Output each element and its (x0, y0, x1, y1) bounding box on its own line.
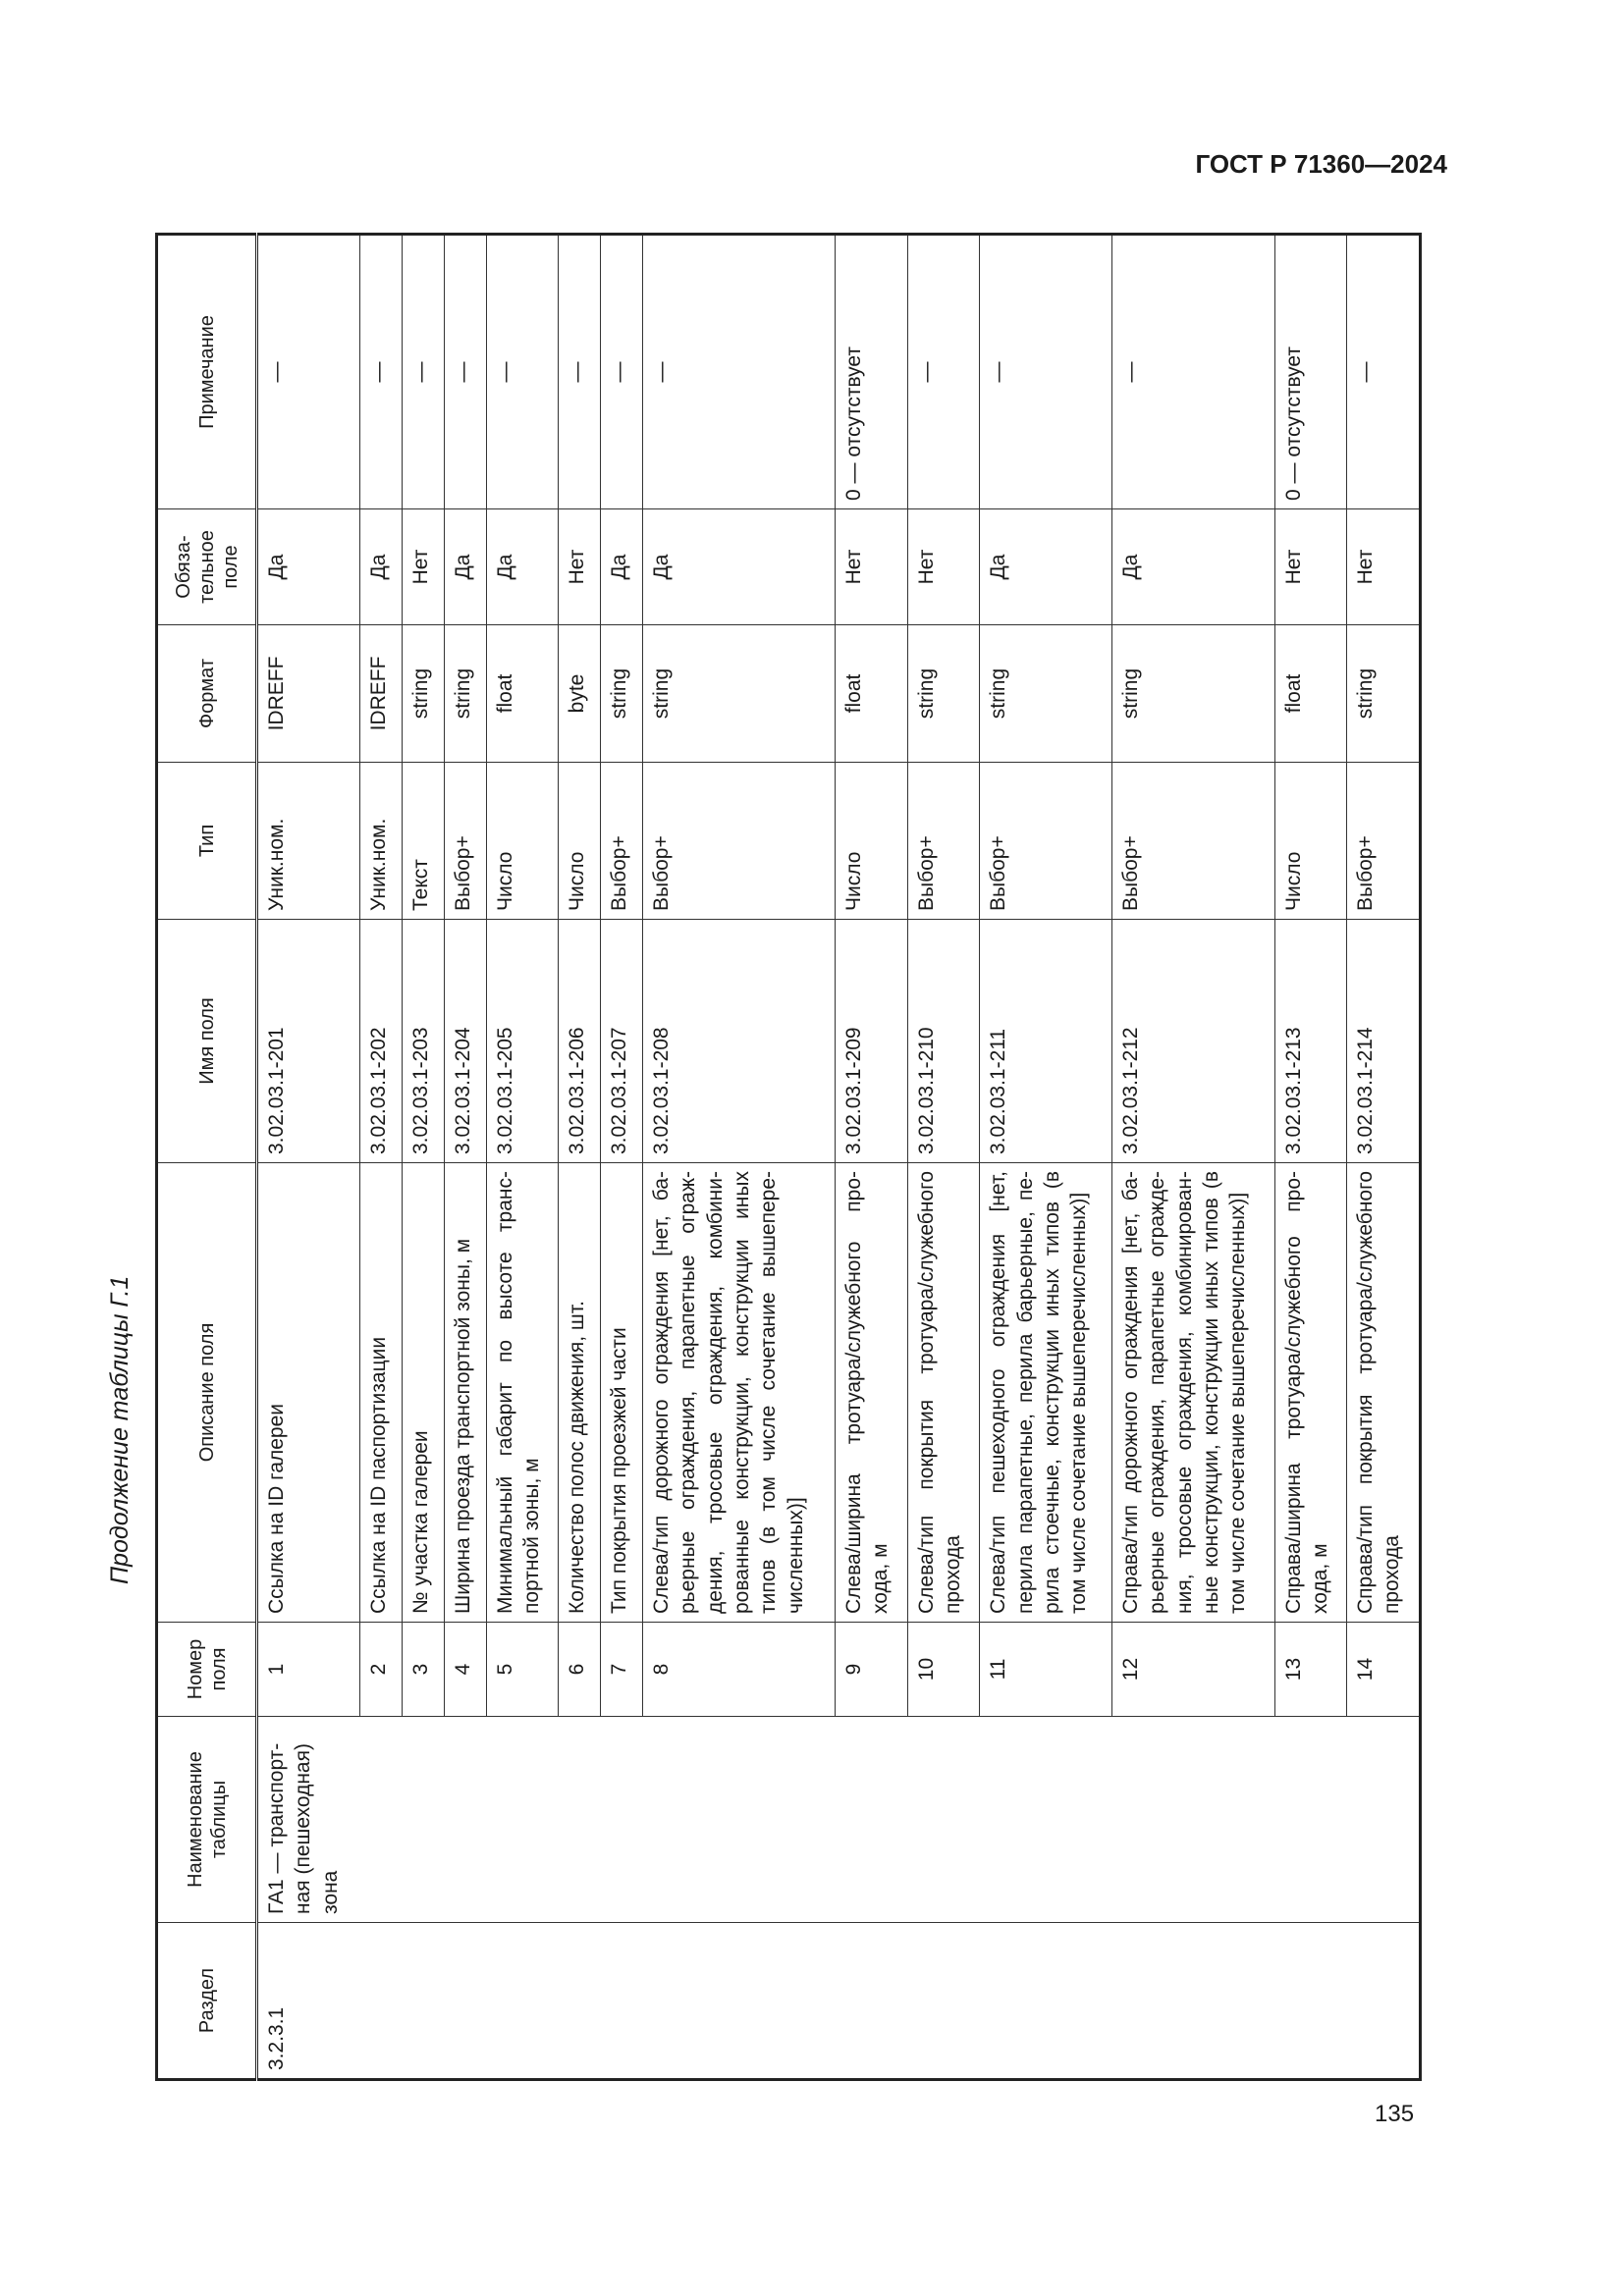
table-name-cell (907, 1717, 980, 1923)
type-cell: Выбор+ (444, 763, 486, 920)
section-cell (486, 1923, 559, 2080)
field-number-cell: 9 (836, 1623, 908, 1717)
field-name-cell: 3.02.03.1-210 (907, 920, 980, 1163)
table-row (257, 235, 360, 2080)
mandatory-cell: Да (486, 509, 559, 625)
table-row (643, 235, 836, 2080)
type-cell: Выбор+ (907, 763, 980, 920)
section-cell (359, 1923, 402, 2080)
format-cell: string (1347, 625, 1421, 763)
field-name-cell: 3.02.03.1-214 (1347, 920, 1421, 1163)
description-cell: Минимальный габарит по высоте транс-портной зоны, м (486, 1163, 559, 1623)
note-cell: — (359, 235, 402, 509)
description-cell: Слева/тип дорожного ограждения [нет, ба-рьерные ограждения, парапетные ограж-дения, тросовые ограждения, комбини-рованные конструкции, конструкции иных типов (в том числе сочетание вышепере-численных)] (643, 1163, 836, 1623)
header-field-name: Имя поля (157, 920, 257, 1163)
type-cell: Выбор+ (1112, 763, 1274, 920)
note-cell: — (643, 235, 836, 509)
field-number-cell: 14 (1347, 1623, 1421, 1717)
note-cell: 0 — отсутствует (836, 235, 908, 509)
mandatory-cell: Нет (907, 509, 980, 625)
description-cell: Количество полос движения, шт. (559, 1163, 601, 1623)
section-cell: 3.2.3.1 (257, 1923, 360, 2080)
note-cell: — (980, 235, 1112, 509)
section-cell (1274, 1923, 1347, 2080)
header-field-number: Номер поля (157, 1623, 257, 1717)
format-cell: string (601, 625, 643, 763)
field-name-cell: 3.02.03.1-213 (1274, 920, 1347, 1163)
format-cell: string (1112, 625, 1274, 763)
description-cell: Слева/тип покрытия тротуара/служебного прохода (907, 1163, 980, 1623)
format-cell: string (444, 625, 486, 763)
mandatory-cell: Да (980, 509, 1112, 625)
table-row (1274, 235, 1347, 2080)
mandatory-cell: Нет (836, 509, 908, 625)
description-cell: Ширина проезда транспортной зоны, м (444, 1163, 486, 1623)
type-cell: Выбор+ (1347, 763, 1421, 920)
field-number-cell: 5 (486, 1623, 559, 1717)
type-cell: Число (486, 763, 559, 920)
table-name-cell (486, 1717, 559, 1923)
field-number-cell: 12 (1112, 1623, 1274, 1717)
field-name-cell: 3.02.03.1-211 (980, 920, 1112, 1163)
table-row (1347, 235, 1421, 2080)
section-cell (559, 1923, 601, 2080)
header-description: Описание поля (157, 1163, 257, 1623)
type-cell: Число (559, 763, 601, 920)
field-name-cell: 3.02.03.1-205 (486, 920, 559, 1163)
table-row (559, 235, 601, 2080)
table-name-cell (1274, 1717, 1347, 1923)
field-name-cell: 3.02.03.1-209 (836, 920, 908, 1163)
table-row (402, 235, 444, 2080)
table-name-cell: ГА1 — транспорт-ная (пешеходная) зона (257, 1717, 360, 1923)
header-mandatory: Обяза-тельное поле (157, 509, 257, 625)
table-name-cell (643, 1717, 836, 1923)
table-row (444, 235, 486, 2080)
format-cell: IDREFF (257, 625, 360, 763)
mandatory-cell: Нет (1274, 509, 1347, 625)
section-cell (907, 1923, 980, 2080)
table-name-cell (1347, 1717, 1421, 1923)
type-cell: Уник.ном. (257, 763, 360, 920)
section-cell (402, 1923, 444, 2080)
table-header-row (157, 235, 257, 2080)
description-cell: Справа/тип покрытия тротуара/служебного прохода (1347, 1163, 1421, 1623)
note-cell: — (444, 235, 486, 509)
field-name-cell: 3.02.03.1-208 (643, 920, 836, 1163)
note-cell: — (1112, 235, 1274, 509)
document-code: ГОСТ Р 71360—2024 (1195, 149, 1447, 179)
field-number-cell: 3 (402, 1623, 444, 1717)
table-row (907, 235, 980, 2080)
field-name-cell: 3.02.03.1-206 (559, 920, 601, 1163)
field-number-cell: 10 (907, 1623, 980, 1717)
header-table-name: Наименование таблицы (157, 1717, 257, 1923)
header-format: Формат (157, 625, 257, 763)
section-cell (1112, 1923, 1274, 2080)
header-section: Раздел (157, 1923, 257, 2080)
mandatory-cell: Да (257, 509, 360, 625)
section-cell (1347, 1923, 1421, 2080)
note-cell: — (486, 235, 559, 509)
description-cell: Тип покрытия проезжей части (601, 1163, 643, 1623)
description-cell: № участка галереи (402, 1163, 444, 1623)
table-row (836, 235, 908, 2080)
mandatory-cell: Да (444, 509, 486, 625)
field-number-cell: 11 (980, 1623, 1112, 1717)
format-cell: string (980, 625, 1112, 763)
section-cell (980, 1923, 1112, 2080)
page-number: 135 (1375, 2101, 1415, 2127)
table-name-cell (836, 1717, 908, 1923)
description-cell: Слева/ширина тротуара/служебного про-хода, м (836, 1163, 908, 1623)
type-cell: Текст (402, 763, 444, 920)
table-name-cell (1112, 1717, 1274, 1923)
field-number-cell: 4 (444, 1623, 486, 1717)
note-cell: — (1347, 235, 1421, 509)
table-name-cell (980, 1717, 1112, 1923)
section-cell (643, 1923, 836, 2080)
table-row (359, 235, 402, 2080)
field-name-cell: 3.02.03.1-202 (359, 920, 402, 1163)
description-cell: Ссылка на ID паспортизации (359, 1163, 402, 1623)
table-row (486, 235, 559, 2080)
note-cell: — (257, 235, 360, 509)
note-cell: — (601, 235, 643, 509)
table-name-cell (359, 1717, 402, 1923)
table-name-cell (444, 1717, 486, 1923)
type-cell: Число (1274, 763, 1347, 920)
field-name-cell: 3.02.03.1-204 (444, 920, 486, 1163)
mandatory-cell: Нет (1347, 509, 1421, 625)
mandatory-cell: Нет (402, 509, 444, 625)
type-cell: Выбор+ (601, 763, 643, 920)
fields-table (155, 233, 1422, 2081)
section-cell (836, 1923, 908, 2080)
format-cell: float (486, 625, 559, 763)
note-cell: — (402, 235, 444, 509)
field-name-cell: 3.02.03.1-203 (402, 920, 444, 1163)
field-name-cell: 3.02.03.1-201 (257, 920, 360, 1163)
format-cell: string (643, 625, 836, 763)
table-container (155, 236, 1422, 2081)
table-name-cell (559, 1717, 601, 1923)
mandatory-cell: Да (601, 509, 643, 625)
description-cell: Справа/тип дорожного ограждения [нет, ба-рьерные ограждения, парапетные огражде-ния, тросовые ограждения, комбинирован-ные конструкции, конструкции иных типов (в том числе сочетание вышеперечисленных)] (1112, 1163, 1274, 1623)
table-row (980, 235, 1112, 2080)
format-cell: float (836, 625, 908, 763)
note-cell: — (559, 235, 601, 509)
mandatory-cell: Нет (559, 509, 601, 625)
field-number-cell: 2 (359, 1623, 402, 1717)
field-name-cell: 3.02.03.1-207 (601, 920, 643, 1163)
mandatory-cell: Да (359, 509, 402, 625)
note-cell: — (907, 235, 980, 509)
header-note: Примечание (157, 235, 257, 509)
field-number-cell: 13 (1274, 1623, 1347, 1717)
table-name-cell (402, 1717, 444, 1923)
section-cell (444, 1923, 486, 2080)
type-cell: Выбор+ (980, 763, 1112, 920)
mandatory-cell: Да (1112, 509, 1274, 625)
description-cell: Справа/ширина тротуара/служебного про-хода, м (1274, 1163, 1347, 1623)
type-cell: Число (836, 763, 908, 920)
table-name-cell (601, 1717, 643, 1923)
format-cell: byte (559, 625, 601, 763)
type-cell: Выбор+ (643, 763, 836, 920)
description-cell: Ссылка на ID галереи (257, 1163, 360, 1623)
type-cell: Уник.ном. (359, 763, 402, 920)
field-name-cell: 3.02.03.1-212 (1112, 920, 1274, 1163)
mandatory-cell: Да (643, 509, 836, 625)
section-cell (601, 1923, 643, 2080)
table-body (257, 235, 1421, 2080)
field-number-cell: 6 (559, 1623, 601, 1717)
header-type: Тип (157, 763, 257, 920)
field-number-cell: 7 (601, 1623, 643, 1717)
format-cell: string (402, 625, 444, 763)
table-row (1112, 235, 1274, 2080)
format-cell: float (1274, 625, 1347, 763)
format-cell: IDREFF (359, 625, 402, 763)
field-number-cell: 8 (643, 1623, 836, 1717)
description-cell: Слева/тип пешеходного ограждения [нет, перила парапетные, перила барьерные, пе-рила стоечные, конструкции иных типов (в том числе сочетание вышеперечисленных)] (980, 1163, 1112, 1623)
format-cell: string (907, 625, 980, 763)
field-number-cell: 1 (257, 1623, 360, 1717)
table-continuation-caption: Продолжение таблицы Г.1 (106, 1275, 134, 1584)
table-row (601, 235, 643, 2080)
note-cell: 0 — отсутствует (1274, 235, 1347, 509)
